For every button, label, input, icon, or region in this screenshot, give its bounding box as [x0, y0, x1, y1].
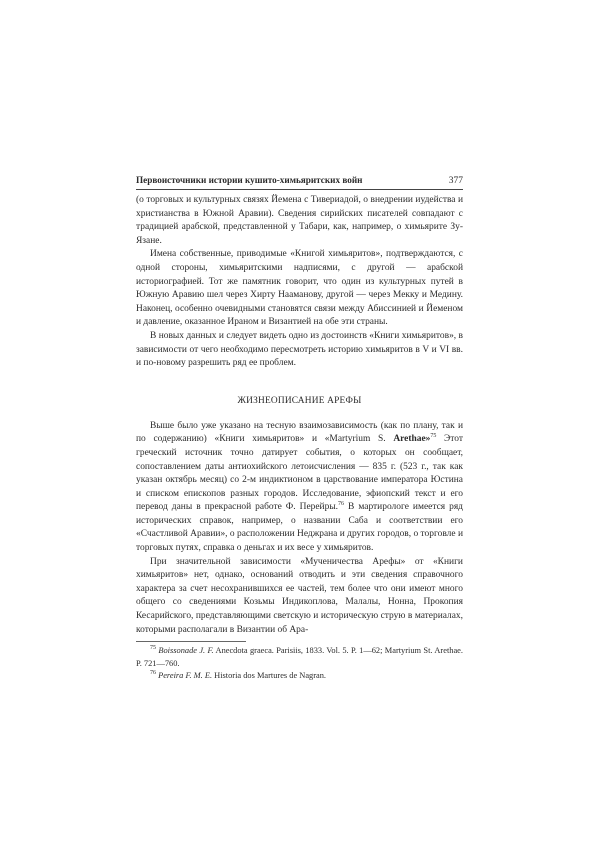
running-head-title: Первоисточники истории кушито-химьяритских войн [136, 175, 363, 185]
page-number: 377 [448, 176, 463, 186]
paragraph-new-data: В новых данных и следует видеть одно из достоинств «Книги химьяритов», в зависимости от чего необходимо пересмотреть историю химьяритов в V и VI вв. и по-новому разрешить ряд ее проблем. [136, 330, 463, 369]
body-text [136, 194, 463, 637]
footnote-text: Historia dos Martures de Nagran. [212, 670, 327, 680]
footnote-author: Pereira F. M. E. [158, 670, 213, 680]
martyrium-title-bold: Arethae» [393, 434, 431, 445]
section-title: ЖИЗНЕОПИСАНИЕ АРЕФЫ [237, 395, 362, 406]
footnote-rule [136, 641, 246, 642]
paragraph-names: Имена собственные, приводимые «Книгой химьяритов», подтверждаются, с одной стороны, химьяритскими надписями, с другой — арабской историографией. Тот же памятник говорит, что один из культурных путей в Южную Аравию шел через Хирту Нааманову, другой — через Мекку и Медину. Наконец, особенно очевидными становятся связи между Абиссинией и Йеменом и давление, оказанное Ираном и Византией на обе эти страны. [136, 249, 463, 328]
page-content [136, 175, 463, 682]
paragraph-dependence: При значительной зависимости «Мученичества Арефы» от «Книги химьяритов» нет, однако, оснований отводить и эти сведения справочного характера за счет несохранившихся ее частей, тем более что они имеют много общего со сведениями Козьмы Индикоплова, Малалы, Нонна, Прокопия Кесарийского, представляющими светскую и историческую струю в материалах, которыми располагали в Византии об Ара- [136, 556, 463, 635]
footnote-mark: 75 [150, 645, 156, 652]
footnote-mark: 76 [150, 670, 156, 677]
paragraph-arethae-part3: В мартирологе имеется ряд исторических справок, например, о названии Саба и соответствии его «Счастливой Аравии», о расположении Неджрана и других городов, о торговле и торговых путях, справка о деньгах и их весе у химьяритов. [136, 502, 463, 554]
footnote-author: Boissonade J. F. [158, 646, 214, 656]
footnote-ref-76: 76 [338, 501, 345, 508]
paragraph-arethae-part1: Выше было уже указано на тесную взаимозависимость (как по плану, так и по содержанию) «Книги химьяритов» и «Martyrium S. [136, 420, 463, 445]
footnote-75 [136, 645, 463, 670]
footnote-text: Anecdota graeca. Parisiis, 1833. Vol. 5. P. 1—62; Martyrium St. Arethae. P. 721—760. [136, 646, 463, 668]
footnote-ref-75: 75 [430, 433, 437, 440]
footnote-76 [136, 670, 463, 682]
paragraph-arethae [136, 420, 463, 556]
paragraph-continuation: (о торговых и культурных связях Йемена с Тивериадой, о внедрении иудейства и христианства в Южной Аравии). Сведения сирийских писателей совпадают с традицией арабской, представленной у Табари, как, например, о химьярите Зу-Язане. [136, 195, 463, 246]
running-head [136, 175, 463, 190]
paragraph-arethae-part2: Этот греческий источник точно датирует события, о которых он сообщает, сопоставлением даты антиохийского летоисчисления — 835 г. (523 г., так как указан октябрь месяц) со 2-м индиктионом в царствование императора Юстина и списком епископов разных городов. Исследование, эфиопский текст и его перевод даны в прекрасной работе Ф. Перейры. [136, 434, 463, 513]
